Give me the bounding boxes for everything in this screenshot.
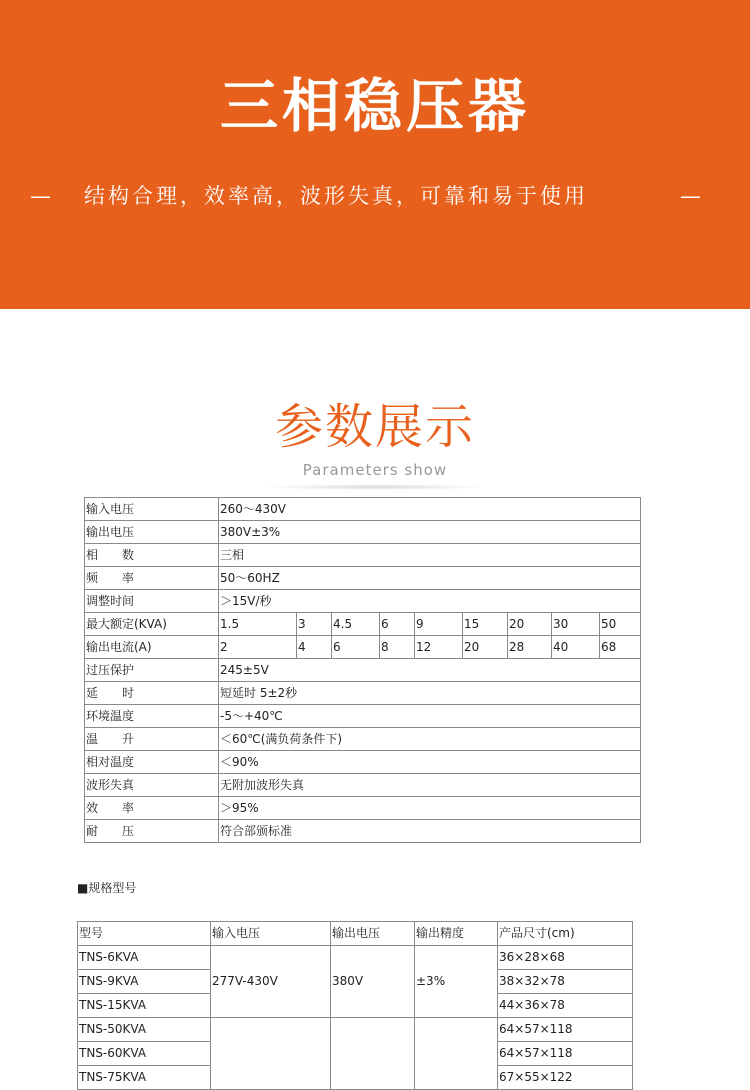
slogan-text: 结构合理，效率高，波形失真，可靠和易于使用 — [84, 184, 588, 208]
section-subtitle: Parameters show — [302, 461, 448, 479]
table-row — [85, 613, 641, 636]
param-label: 调整时间 — [85, 590, 219, 613]
param-label: 相对温度 — [85, 751, 219, 774]
model-cell: TNS-60KVA — [78, 1042, 211, 1066]
param-label: 环境温度 — [85, 705, 219, 728]
table-row — [85, 728, 641, 751]
current-value: 12 — [415, 636, 463, 659]
table-row — [85, 636, 641, 659]
spec-header-cell: 输出电压 — [331, 922, 415, 946]
precision-cell — [415, 1018, 498, 1090]
param-value: 符合部颁标准 — [219, 820, 641, 843]
model-cell: TNS-15KVA — [78, 994, 211, 1018]
size-cell: 38×32×78 — [498, 970, 633, 994]
param-label: 温 升 — [85, 728, 219, 751]
size-cell: 44×36×78 — [498, 994, 633, 1018]
spec-header-cell: 产品尺寸(cm) — [498, 922, 633, 946]
spec-header-cell: 输入电压 — [211, 922, 331, 946]
model-cell: TNS-75KVA — [78, 1066, 211, 1090]
param-label: 输出电流(A) — [85, 636, 219, 659]
param-value: 三相 — [219, 544, 641, 567]
table-row — [85, 705, 641, 728]
product-title: 三相稳压器 — [219, 72, 530, 140]
model-cell: TNS-50KVA — [78, 1018, 211, 1042]
current-value: 4 — [297, 636, 332, 659]
slogan-dash-left: — — [30, 184, 54, 208]
table-row — [85, 590, 641, 613]
param-value: 260～430V — [219, 498, 641, 521]
table-row — [85, 659, 641, 682]
input-voltage-cell — [211, 1018, 331, 1090]
parameters-table — [84, 497, 641, 843]
size-cell: 64×57×118 — [498, 1018, 633, 1042]
param-value: ＞95% — [219, 797, 641, 820]
slogan-dash-right: — — [680, 184, 704, 208]
param-value: 无附加波形失真 — [219, 774, 641, 797]
section-divider — [262, 484, 488, 490]
param-label: 波形失真 — [85, 774, 219, 797]
rated-value: 1.5 — [219, 613, 297, 636]
param-label: 耐 压 — [85, 820, 219, 843]
table-row — [85, 774, 641, 797]
table-row — [85, 521, 641, 544]
param-value: -5～+40℃ — [219, 705, 641, 728]
header-banner — [0, 0, 750, 309]
table-row — [85, 682, 641, 705]
current-value: 20 — [463, 636, 508, 659]
param-label: 过压保护 — [85, 659, 219, 682]
table-row — [78, 946, 633, 970]
current-value: 28 — [508, 636, 552, 659]
param-label: 频 率 — [85, 567, 219, 590]
param-label: 最大额定(KVA) — [85, 613, 219, 636]
size-cell: 36×28×68 — [498, 946, 633, 970]
rated-value: 15 — [463, 613, 508, 636]
current-value: 8 — [380, 636, 415, 659]
param-label: 效 率 — [85, 797, 219, 820]
product-slogan — [0, 180, 750, 212]
size-cell: 64×57×118 — [498, 1042, 633, 1066]
size-cell: 67×55×122 — [498, 1066, 633, 1090]
current-value: 6 — [332, 636, 380, 659]
section-title: 参数展示 — [274, 399, 475, 455]
current-value: 40 — [552, 636, 600, 659]
output-voltage-cell — [331, 1018, 415, 1090]
table-row — [85, 797, 641, 820]
current-value: 2 — [219, 636, 297, 659]
rated-value: 50 — [600, 613, 641, 636]
table-row — [85, 567, 641, 590]
param-value: ＜90% — [219, 751, 641, 774]
spec-table — [77, 921, 633, 1090]
rated-value: 9 — [415, 613, 463, 636]
model-cell: TNS-9KVA — [78, 970, 211, 994]
table-row — [85, 544, 641, 567]
table-row — [85, 498, 641, 521]
param-label: 输出电压 — [85, 521, 219, 544]
spec-heading: ■规格型号 — [77, 881, 137, 895]
param-value: 短延时 5±2秒 — [219, 682, 641, 705]
param-label: 延 时 — [85, 682, 219, 705]
param-label: 输入电压 — [85, 498, 219, 521]
rated-value: 30 — [552, 613, 600, 636]
param-value: 50～60HZ — [219, 567, 641, 590]
table-row — [85, 820, 641, 843]
spec-header-cell: 输出精度 — [415, 922, 498, 946]
param-value: 380V±3% — [219, 521, 641, 544]
rated-value: 3 — [297, 613, 332, 636]
rated-value: 6 — [380, 613, 415, 636]
rated-value: 20 — [508, 613, 552, 636]
table-row — [78, 1018, 633, 1042]
output-voltage-cell: 380V — [331, 946, 415, 1018]
param-label: 相 数 — [85, 544, 219, 567]
table-row — [78, 922, 633, 946]
param-value: 245±5V — [219, 659, 641, 682]
rated-value: 4.5 — [332, 613, 380, 636]
precision-cell: ±3% — [415, 946, 498, 1018]
table-row — [85, 751, 641, 774]
spec-header-cell: 型号 — [78, 922, 211, 946]
model-cell: TNS-6KVA — [78, 946, 211, 970]
param-value: ＜60℃(满负荷条件下) — [219, 728, 641, 751]
input-voltage-cell: 277V-430V — [211, 946, 331, 1018]
param-value: ＞15V/秒 — [219, 590, 641, 613]
current-value: 68 — [600, 636, 641, 659]
